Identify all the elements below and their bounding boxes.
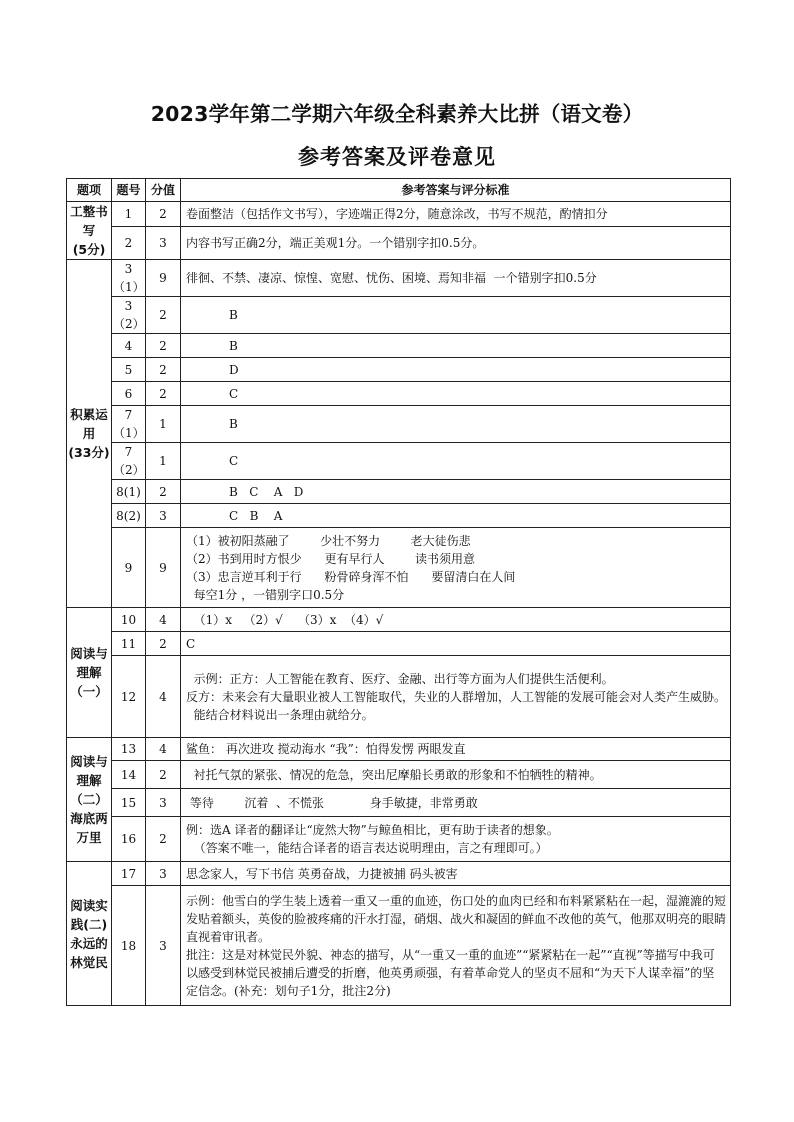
question-number: 3（2） (112, 297, 146, 334)
table-row (67, 862, 731, 886)
table-row (67, 334, 731, 358)
question-number: 2 (112, 227, 146, 260)
table-header-row (67, 179, 731, 202)
answer-line: 鲨鱼： 再次进攻 搅动海水 “我”：怕得发愣 两眼发直 (186, 742, 466, 756)
answer-cell (181, 886, 731, 1006)
question-points: 3 (146, 789, 181, 817)
answer-line: （答案不唯一，能结合译者的语言表达说明理由，言之有理即可。） (186, 841, 548, 855)
page-subtitle: 参考答案及评卷意见 (298, 145, 496, 169)
answer-cell (181, 504, 731, 528)
question-number: 1 (112, 202, 146, 227)
question-number: 13 (112, 738, 146, 761)
question-number: 7（1） (112, 406, 146, 443)
table-row (67, 227, 731, 260)
answer-line: （1）被初阳蒸融了 少壮不努力 老大徒伤悲 (186, 533, 471, 548)
table-row (67, 443, 731, 480)
table-row (67, 202, 731, 227)
answer-cell (181, 382, 731, 406)
section-reading-practice: 阅读实 践(二) 永远的 林觉民 (67, 862, 112, 1006)
question-points: 3 (146, 862, 181, 886)
section-reading-one: 阅读与 理解 （一） (67, 608, 112, 738)
answer-cell (181, 817, 731, 862)
question-points: 1 (146, 406, 181, 443)
table-row (67, 528, 731, 608)
question-points: 4 (146, 608, 181, 632)
answer-cell (181, 738, 731, 761)
question-number: 8(1) (112, 480, 146, 504)
question-number: 10 (112, 608, 146, 632)
table-row (67, 886, 731, 1006)
section-handwriting: 工整书写 (5分) (67, 202, 112, 260)
answer-cell (181, 656, 731, 738)
answer-line: （2）书到用时方恨少 更有早行人 读书须用意 (186, 551, 476, 566)
answer-line: （3）忠言逆耳利于行 粉骨碎身浑不怕 要留清白在人间 (186, 569, 516, 584)
answer-line: C (229, 386, 239, 401)
header-section: 题项 (67, 179, 112, 202)
answer-line: 内容书写正确2分，端正美观1分。一个错别字扣0.5分。 (186, 236, 485, 250)
answer-cell (181, 862, 731, 886)
answer-line: 反方：未来会有大量职业被人工智能取代，失业的人群增加，人工智能的发展可能会对人类产生威胁。 (186, 689, 727, 704)
question-number: 7（2） (112, 443, 146, 480)
table-row (67, 608, 731, 632)
answer-line: B C A D (229, 484, 304, 499)
table-row (67, 789, 731, 817)
answer-cell (181, 608, 731, 632)
answer-line: 例：选A 译者的翻译让“庞然大物”与鲸鱼相比，更有助于读者的想象。 (186, 823, 559, 837)
answer-line: 思念家人，写下书信 英勇奋战，力捷被捕 码头被害 (186, 866, 458, 881)
answer-cell (181, 260, 731, 297)
answer-line: C (186, 636, 196, 651)
answer-line: 卷面整洁（包括作文书写），字迹端正得2分，随意涂改，书写不规范，酌情扣分 (186, 207, 608, 221)
answer-cell (181, 480, 731, 504)
answer-cell (181, 297, 731, 334)
answer-line: B (229, 417, 238, 431)
question-points: 3 (146, 227, 181, 260)
question-points: 2 (146, 632, 181, 656)
answer-cell (181, 358, 731, 382)
answer-cell (181, 406, 731, 443)
table-row (67, 297, 731, 334)
answer-line: 衬托气氛的紧张、情况的危急，突出尼摩船长勇敢的形象和不怕牺牲的精神。 (186, 767, 602, 782)
table-row (67, 504, 731, 528)
question-number: 14 (112, 761, 146, 789)
answer-table (66, 178, 731, 1006)
header-points: 分值 (146, 179, 181, 202)
answer-line: 批注：这是对林觉民外貌、神态的描写，从“一重又一重的血迹”“紧紧粘在一起”“直视”等描写中我可以感受到林觉民被捕后遭受的折磨，他英勇顽强，有着革命党人的坚贞不屈和“为天下人谋幸福”的坚定信念。(补充：划句子1分，批注2分) (186, 947, 715, 998)
answer-cell (181, 528, 731, 608)
answer-line: 示例：正方：人工智能在教育、医疗、金融、出行等方面为人们提供生活便利。 (186, 671, 614, 686)
section-reading-two: 阅读与 理解 （二） 海底两 万里 (67, 738, 112, 862)
answer-cell (181, 789, 731, 817)
answer-line: 能结合材料说出一条理由就给分。 (186, 707, 374, 722)
question-number: 12 (112, 656, 146, 738)
table-row (67, 632, 731, 656)
question-points: 2 (146, 480, 181, 504)
answer-line: C (229, 454, 239, 468)
answer-cell (181, 202, 731, 227)
table-row (67, 260, 731, 297)
question-points: 4 (146, 738, 181, 761)
table-row (67, 480, 731, 504)
question-points: 3 (146, 504, 181, 528)
question-number: 11 (112, 632, 146, 656)
question-points: 4 (146, 656, 181, 738)
answer-line: 等待 沉着 、不慌张 身手敏捷，非常勇敢 (186, 795, 478, 810)
header-number: 题号 (112, 179, 146, 202)
question-number: 8(2) (112, 504, 146, 528)
question-points: 1 (146, 443, 181, 480)
question-number: 4 (112, 334, 146, 358)
question-points: 2 (146, 382, 181, 406)
answer-cell (181, 227, 731, 260)
question-points: 2 (146, 761, 181, 789)
table-row (67, 817, 731, 862)
answer-line: 示例：他雪白的学生装上透着一重又一重的血迹，伤口处的血肉已经和布料紧紧粘在一起，湿漉漉的短发贴着额头，英俊的脸被疼痛的汗水打湿，硝烟、战火和凝固的鲜血不改他的英气，他那双明亮的眼睛直视着审讯者。 (186, 893, 727, 944)
question-number: 16 (112, 817, 146, 862)
question-number: 6 (112, 382, 146, 406)
question-points: 3 (146, 886, 181, 1006)
question-number: 3（1） (112, 260, 146, 297)
section-accumulation: 积累运用 (33分) (67, 260, 112, 608)
answer-line: B (229, 308, 238, 322)
table-row (67, 761, 731, 789)
answer-line: （1）x （2）√ （3）x （4）√ (186, 612, 384, 627)
question-points: 2 (146, 202, 181, 227)
table-row (67, 382, 731, 406)
table-row (67, 656, 731, 738)
answer-cell (181, 334, 731, 358)
answer-cell (181, 632, 731, 656)
question-number: 18 (112, 886, 146, 1006)
answer-cell (181, 443, 731, 480)
table-row (67, 358, 731, 382)
question-points: 9 (146, 528, 181, 608)
answer-cell (181, 761, 731, 789)
table-row (67, 738, 731, 761)
answer-line: B (229, 338, 238, 353)
page-title: 2023学年第二学期六年级全科素养大比拼（语文卷） (150, 102, 644, 126)
question-points: 2 (146, 358, 181, 382)
answer-line: C B A (229, 508, 283, 523)
table-row (67, 406, 731, 443)
question-number: 15 (112, 789, 146, 817)
answer-line: 每空1分 ，一错别字口0.5分 (186, 587, 345, 602)
answer-line: 徘徊、不禁、凄凉、惊惶、宽慰、忧伤、困境、焉知非福 一个错别字扣0.5分 (186, 271, 597, 285)
question-number: 17 (112, 862, 146, 886)
question-points: 2 (146, 297, 181, 334)
header-answer: 参考答案与评分标准 (181, 179, 731, 202)
question-points: 2 (146, 334, 181, 358)
question-number: 9 (112, 528, 146, 608)
question-points: 2 (146, 817, 181, 862)
question-number: 5 (112, 358, 146, 382)
answer-line: D (229, 362, 239, 377)
question-points: 9 (146, 260, 181, 297)
